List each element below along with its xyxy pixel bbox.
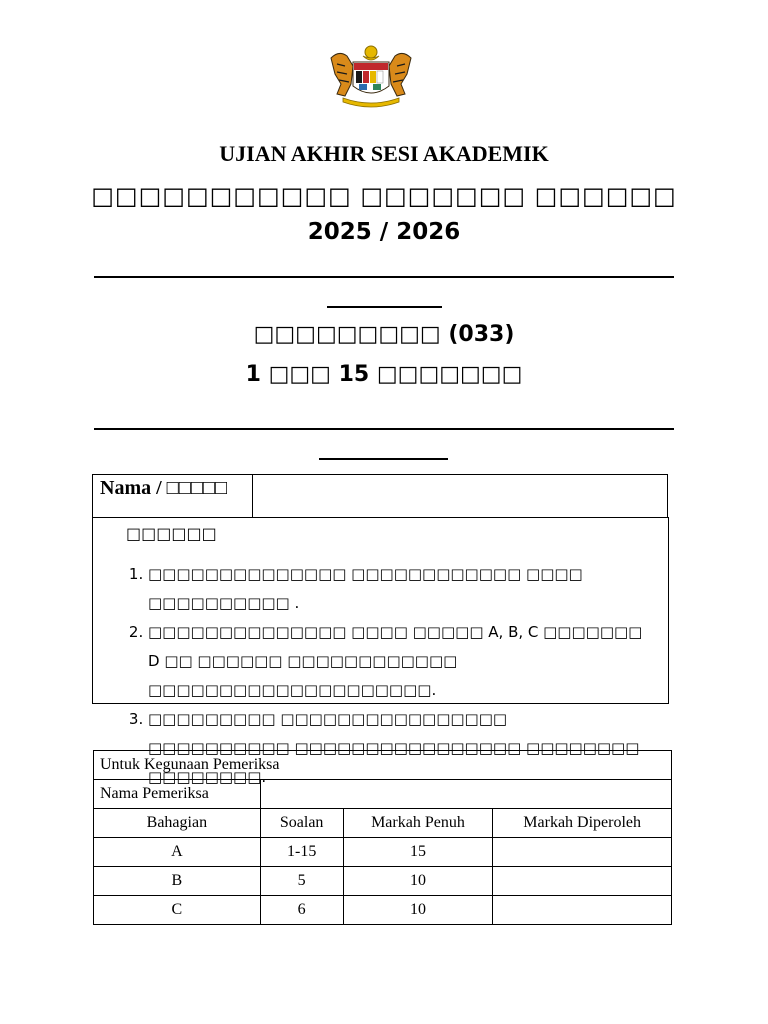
column-header: Soalan <box>260 809 343 838</box>
name-label: Nama / □□□□□ <box>93 475 253 517</box>
examiner-name-label: Nama Pemeriksa <box>94 780 261 809</box>
table-cell <box>493 838 672 867</box>
table-header-row <box>94 809 672 838</box>
divider-line <box>94 428 674 430</box>
table-row <box>94 896 672 925</box>
table-cell: A <box>94 838 261 867</box>
table-title: Untuk Kegunaan Pemeriksa <box>94 751 672 780</box>
table-cell: 6 <box>260 896 343 925</box>
table-cell: B <box>94 867 261 896</box>
examiner-name-cell <box>260 780 671 809</box>
instructions-heading: □□□□□□ <box>126 524 217 543</box>
academic-year: 2025 / 2026 <box>307 219 461 245</box>
table-cell: 15 <box>343 838 493 867</box>
table-cell: 10 <box>343 896 493 925</box>
table-cell <box>493 896 672 925</box>
coat-of-arms-icon <box>323 44 419 110</box>
instruction-item: 1. □□□□□□□□□□□□□□ □□□□□□□□□□□□ □□□□ □□□□□□□□□□ . <box>148 560 648 618</box>
table-cell: 5 <box>260 867 343 896</box>
column-header: Bahagian <box>94 809 261 838</box>
table-cell: C <box>94 896 261 925</box>
divider-line <box>319 458 448 460</box>
divider-line <box>327 306 442 308</box>
exam-title-alt: □□□□□□□□□□□ □□□□□□□ □□□□□□ <box>91 182 677 210</box>
column-header: Markah Diperoleh <box>493 809 672 838</box>
table-row <box>94 867 672 896</box>
table-row <box>94 780 672 809</box>
table-row <box>94 838 672 867</box>
table-cell: 10 <box>343 867 493 896</box>
table-cell: 1-15 <box>260 838 343 867</box>
column-header: Markah Penuh <box>343 809 493 838</box>
table-cell <box>493 867 672 896</box>
divider-line <box>94 276 674 278</box>
exam-duration: 1 □□□ 15 □□□□□□□ <box>245 362 523 387</box>
subject-title: □□□□□□□□□ (033) <box>253 322 515 347</box>
instruction-item: 3. □□□□□□□□□ □□□□□□□□□□□□□□□□ □□□□□□□□□□ □□□□□□□□□□□□□□□□ □□□□□□□□ □□□□□□□□. <box>148 705 648 792</box>
table-row <box>94 751 672 780</box>
name-box <box>92 474 668 518</box>
exam-title: UJIAN AKHIR SESI AKADEMIK <box>219 141 549 166</box>
examiner-marks-table <box>93 750 672 925</box>
instruction-item: 2. □□□□□□□□□□□□□□ □□□□ □□□□□ A, B, C □□□□□□□ D □□ □□□□□□ □□□□□□□□□□□□ □□□□□□□□□□□□□□□□□□□□. <box>148 618 648 705</box>
